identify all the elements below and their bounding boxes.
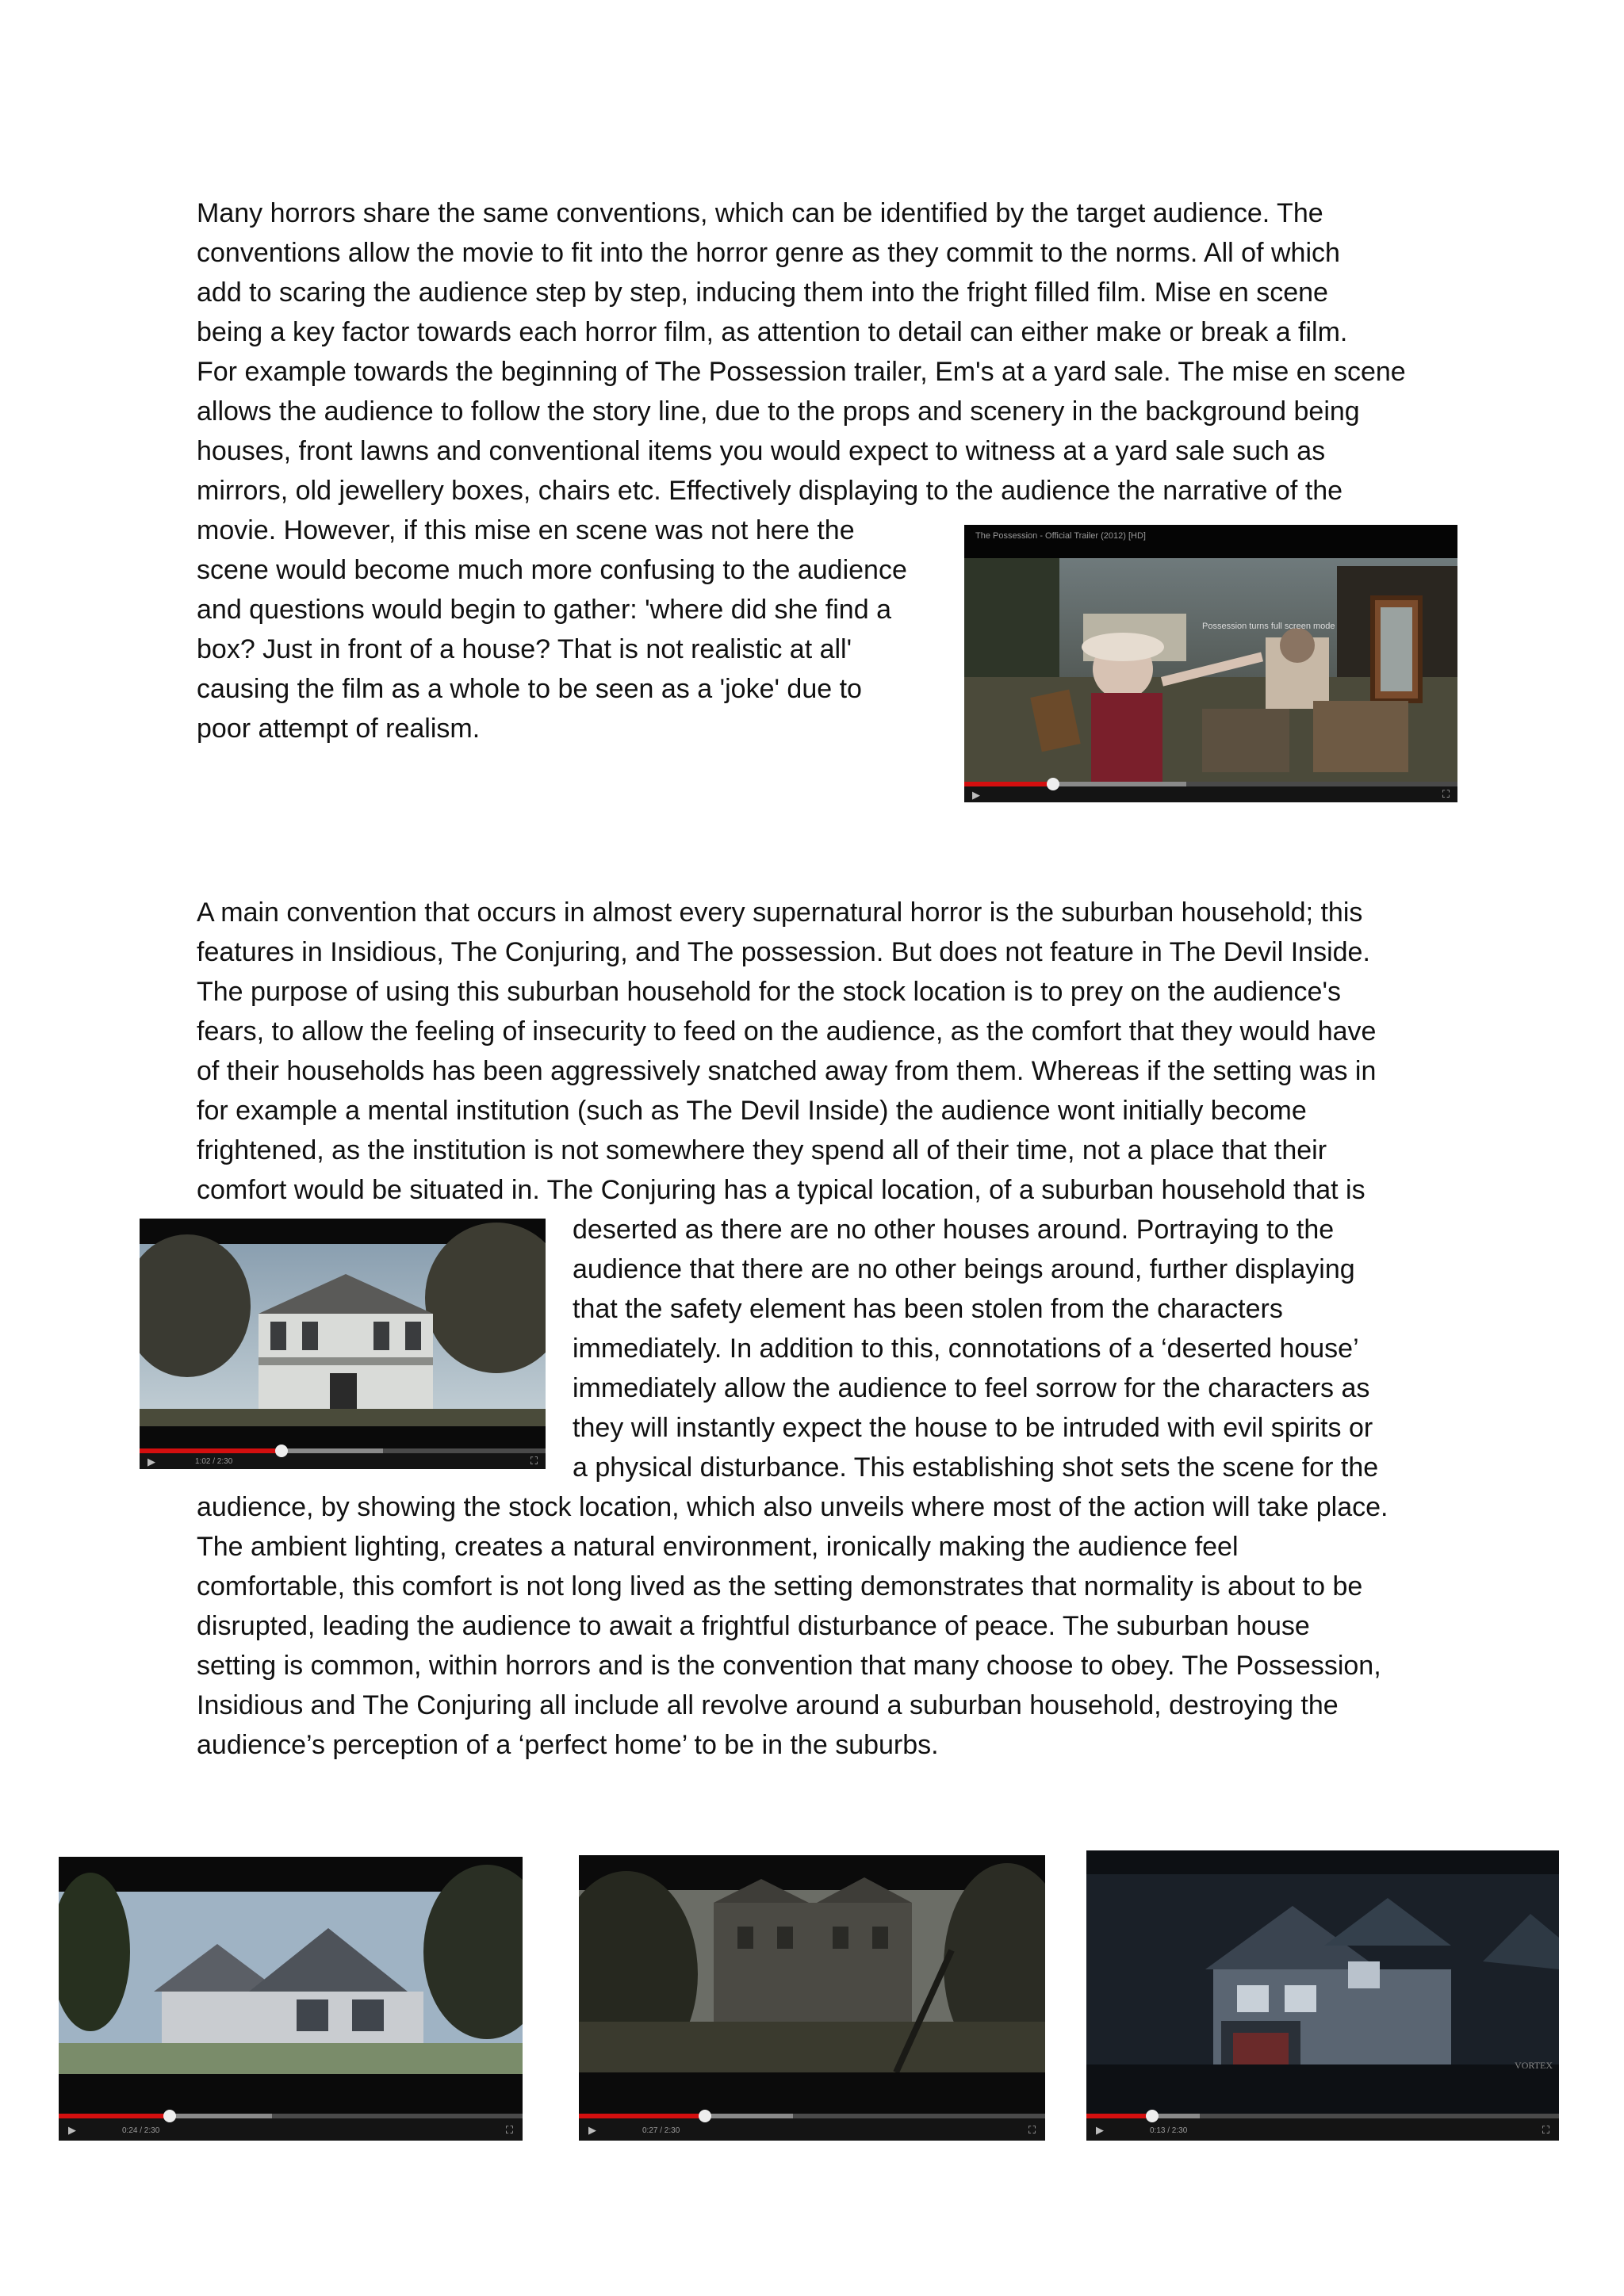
scrubber-handle[interactable] [699, 2110, 711, 2122]
text-line: Insidious and The Conjuring all include all revolve around a suburban household, destroying the [197, 1690, 1339, 1720]
text-line: A main convention that occurs in almost every supernatural horror is the suburban household; this [197, 897, 1363, 928]
text-line: being a key factor towards each horror film, as attention to detail can either make or break a film. [197, 317, 1348, 347]
paragraph-suburban-household [197, 893, 1376, 1210]
text-line: features in Insidious, The Conjuring, and The possession. But does not feature in The Devil Inside. [197, 937, 1370, 967]
video-caption: Possession turns full screen mode [1202, 622, 1335, 631]
conjuring-house-scene [140, 1219, 546, 1448]
paragraph-stock-location [197, 1487, 1388, 1765]
text-line: immediately. In addition to this, connotations of a ‘deserted house’ [573, 1334, 1359, 1364]
conjuring-house-screenshot [140, 1219, 546, 1469]
text-line: of their households has been aggressively snatched away from them. Whereas if the setting was in [197, 1056, 1377, 1086]
play-icon[interactable]: ▶ [1096, 2124, 1104, 2136]
video-time: 0:27 / 2:30 [642, 2126, 680, 2135]
video-controls [59, 2114, 523, 2141]
progress-track [579, 2114, 1045, 2118]
progress-track [140, 1448, 546, 1453]
text-line: For example towards the beginning of The Possession trailer, Em's at a yard sale. The mise en scene [197, 357, 1406, 387]
video-controls [140, 1448, 546, 1469]
video-time: 0:24 / 2:30 [122, 2126, 160, 2135]
text-line: The purpose of using this suburban household for the stock location is to prey on the audience's [197, 977, 1341, 1007]
video-controls [964, 782, 1457, 802]
video-time: 0:13 / 2:30 [1150, 2126, 1188, 2135]
house-scene [59, 1857, 523, 2114]
yard-sale-image [964, 558, 1457, 782]
text-line: comfort would be situated in. The Conjuring has a typical location, of a suburban household that is [197, 1175, 1365, 1205]
possession-trailer-screenshot [964, 525, 1457, 802]
progress-track [964, 782, 1457, 786]
video-title: The Possession - Official Trailer (2012) [HD] [975, 531, 1146, 541]
video-title-bar [964, 525, 1457, 558]
progress-track [59, 2114, 523, 2118]
text-line: they will instantly expect the house to be intruded with evil spirits or [573, 1413, 1373, 1443]
scrubber-handle[interactable] [1146, 2110, 1159, 2122]
yard-sale-scene [964, 558, 1457, 782]
video-controls [579, 2114, 1045, 2141]
fullscreen-icon[interactable]: ⛶ [1028, 2124, 1036, 2136]
fullscreen-icon[interactable]: ⛶ [505, 2124, 513, 2136]
fullscreen-icon[interactable]: ⛶ [530, 1455, 538, 1467]
scrubber-handle[interactable] [163, 2110, 176, 2122]
text-line: houses, front lawns and conventional items you would expect to witness at a yard sale such as [197, 436, 1326, 466]
played-bar [579, 2114, 705, 2118]
text-line: audience that there are no other beings around, further displaying [573, 1254, 1355, 1284]
text-line: add to scaring the audience step by step, inducing them into the fright filled film. Mise en scene [197, 277, 1328, 308]
insidious-house-image [59, 1857, 523, 2114]
possession-house-screenshot [579, 1855, 1045, 2141]
text-line: for example a mental institution (such as The Devil Inside) the audience wont initially become [197, 1096, 1307, 1126]
text-line: audience, by showing the stock location, which also unveils where most of the action will take place. [197, 1492, 1388, 1522]
text-line: causing the film as a whole to be seen as a 'joke' due to [197, 674, 862, 704]
played-bar [59, 2114, 170, 2118]
video-controls [1086, 2114, 1559, 2141]
text-line: and questions would begin to gather: 'where did she find a [197, 595, 891, 625]
text-line: scene would become much more confusing to the audience [197, 555, 907, 585]
scrubber-handle[interactable] [275, 1445, 288, 1457]
text-line: comfortable, this comfort is not long lived as the setting demonstrates that normality is about to be [197, 1571, 1363, 1601]
text-line: frightened, as the institution is not somewhere they spend all of their time, not a place that their [197, 1135, 1327, 1165]
video-time: 1:02 / 2:30 [195, 1457, 233, 1466]
play-icon[interactable]: ▶ [68, 2124, 76, 2136]
text-line: The ambient lighting, creates a natural environment, ironically making the audience feel [197, 1532, 1239, 1562]
paragraph-wrap-text [573, 1210, 1378, 1487]
play-icon[interactable]: ▶ [588, 2124, 596, 2136]
play-icon[interactable]: ▶ [147, 1456, 155, 1468]
fullscreen-icon[interactable]: ⛶ [1542, 2124, 1549, 2136]
text-line: fears, to allow the feeling of insecurity to feed on the audience, as the comfort that they would have [197, 1016, 1377, 1047]
night-house-screenshot [1086, 1850, 1559, 2141]
text-line: that the safety element has been stolen from the characters [573, 1294, 1283, 1324]
conjuring-house-image [140, 1219, 546, 1448]
text-line: box? Just in front of a house? That is not realistic at all' [197, 634, 852, 664]
text-line: mirrors, old jewellery boxes, chairs etc. Effectively displaying to the audience the narrative of the [197, 476, 1343, 506]
house-scene [1086, 1850, 1559, 2114]
fullscreen-icon[interactable]: ⛶ [1442, 788, 1450, 800]
text-line: movie. However, if this mise en scene was not here the [197, 515, 855, 545]
text-line: allows the audience to follow the story line, due to the props and scenery in the background being [197, 396, 1360, 427]
text-line: setting is common, within horrors and is the convention that many choose to obey. The Possession, [197, 1651, 1381, 1681]
text-line: deserted as there are no other houses around. Portraying to the [573, 1215, 1335, 1245]
insidious-house-screenshot [59, 1857, 523, 2141]
text-line: poor attempt of realism. [197, 714, 481, 744]
play-icon[interactable]: ▶ [972, 789, 980, 801]
played-bar [1086, 2114, 1152, 2118]
progress-track [1086, 2114, 1559, 2118]
text-line: immediately allow the audience to feel sorrow for the characters as [573, 1373, 1370, 1403]
dark-mansion-image [579, 1855, 1045, 2114]
text-line: a physical disturbance. This establishing shot sets the scene for the [573, 1452, 1379, 1483]
played-bar [964, 782, 1053, 786]
text-line: conventions allow the movie to fit into the horror genre as they commit to the norms. All of which [197, 238, 1340, 268]
text-line: audience’s perception of a ‘perfect home’ to be in the suburbs. [197, 1730, 939, 1760]
played-bar [140, 1448, 282, 1453]
text-line: disrupted, leading the audience to await a frightful disturbance of peace. The suburban house [197, 1611, 1310, 1641]
house-scene [579, 1855, 1045, 2114]
scrubber-handle[interactable] [1047, 778, 1059, 790]
text-line: Many horrors share the same conventions, which can be identified by the target audience. The [197, 198, 1323, 228]
night-house-image [1086, 1850, 1559, 2114]
video-watermark: VORTEX [1515, 2060, 1553, 2071]
